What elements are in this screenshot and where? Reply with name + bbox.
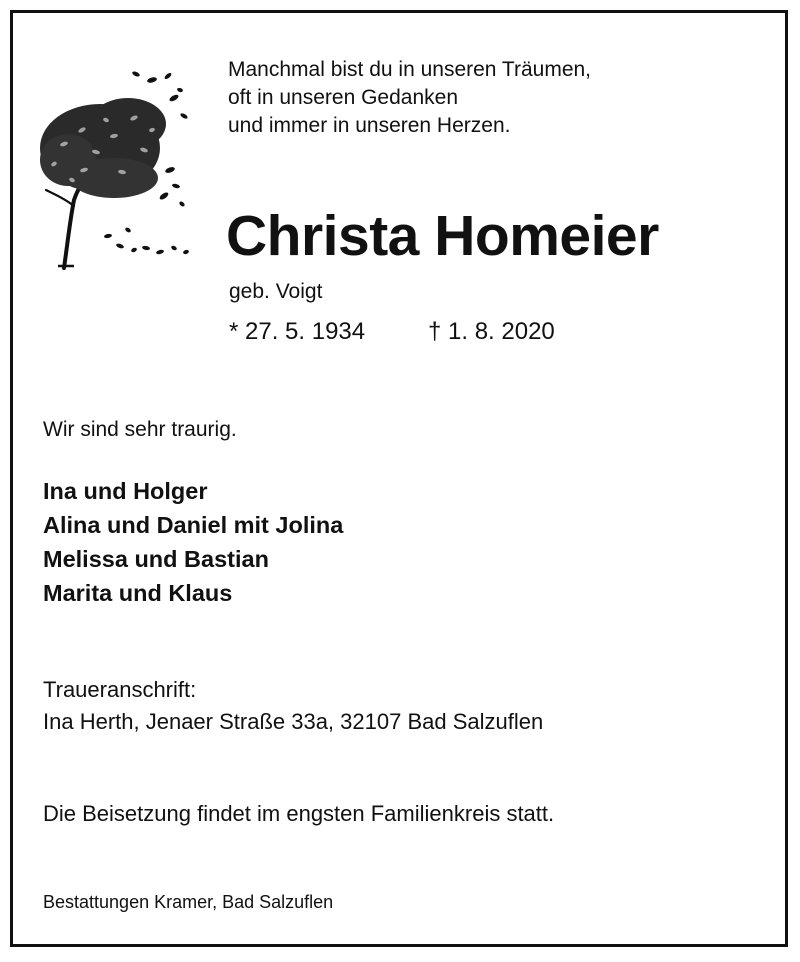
verse-line: Manchmal bist du in unseren Träumen,	[228, 58, 592, 81]
deceased-name: Christa Homeier	[226, 204, 659, 268]
address-label: Traueranschrift:	[43, 677, 197, 702]
burial-note: Die Beisetzung findet im engsten Familienkreis statt.	[43, 801, 555, 826]
verse-line: oft in unseren Gedanken	[228, 86, 458, 109]
birth-date: * 27. 5. 1934	[229, 318, 366, 345]
maiden-name: geb. Voigt	[229, 280, 323, 303]
mourner-entry: Alina und Daniel mit Jolina	[43, 512, 344, 538]
mourning-message: Wir sind sehr traurig.	[43, 418, 237, 441]
mourner-entry: Ina und Holger	[43, 478, 208, 504]
address-text: Ina Herth, Jenaer Straße 33a, 32107 Bad Salzuflen	[43, 709, 544, 734]
death-date: † 1. 8. 2020	[428, 318, 555, 345]
mourner-entry: Melissa und Bastian	[43, 546, 269, 572]
verse-line: und immer in unseren Herzen.	[228, 114, 511, 137]
undertaker-credit: Bestattungen Kramer, Bad Salzuflen	[43, 892, 334, 912]
mourner-entry: Marita und Klaus	[43, 580, 233, 606]
memorial-verse	[228, 56, 591, 140]
condolence-address	[43, 674, 543, 738]
wind-blown-tree-icon	[24, 60, 194, 272]
mourners-list	[43, 474, 343, 610]
